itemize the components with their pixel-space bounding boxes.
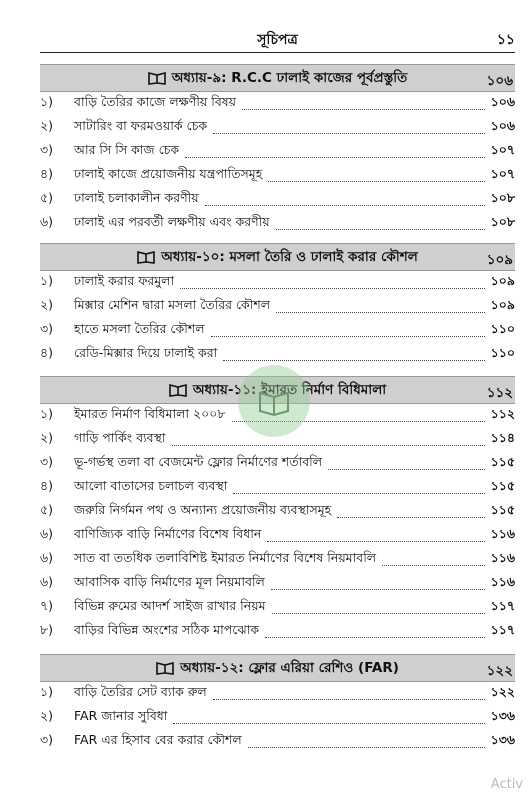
entry-number: ৫): [40, 190, 53, 205]
toc-section: [40, 64, 515, 236]
chapter-banner: [40, 243, 515, 271]
chapter-page: ১০৬: [486, 73, 513, 89]
toc-entry: [40, 319, 515, 343]
chapter-title: অধ্যায়-১০: মসলা তৈরি ও ঢালাই করার কৌশল: [161, 248, 418, 265]
book-icon: [148, 71, 166, 85]
page-title: সূচিপত্র: [257, 32, 298, 48]
entry-title: হাতে মসলা তৈরির কৌশল: [74, 321, 205, 336]
toc-section: [40, 654, 515, 754]
toc-entry: [40, 188, 515, 212]
entry-title: বাণিজ্যিক বাড়ি নির্মাণের বিশেষ বিধান: [74, 526, 262, 541]
entry-page: ১১৪: [490, 430, 515, 445]
entry-page: ১০৭: [490, 142, 515, 157]
entry-number: ১): [40, 273, 53, 288]
dot-leader: [211, 335, 485, 337]
entry-page: ১১৭: [490, 622, 515, 637]
dot-leader: [272, 612, 485, 614]
entry-page: ১১৭: [490, 598, 515, 613]
toc-entry: [40, 295, 515, 319]
entry-page: ১১৫: [490, 502, 515, 517]
entry-title: আবাসিক বাড়ি নির্মাণের মূল নিয়মাবলি: [74, 574, 265, 589]
entry-number: ২): [40, 297, 54, 312]
book-icon: [156, 661, 174, 675]
entry-title: রেডি-মিক্সার দিয়ে ঢালাই করা: [74, 345, 218, 360]
toc-entry: [40, 706, 515, 730]
toc-entry: [40, 271, 515, 295]
entry-title: জরুরি নির্গমন পথ ও অন্যান্য প্রয়োজনীয় ব্যবস্থাসমূহ: [74, 502, 332, 517]
entry-title: সাত বা ততধিক তলাবিশিষ্ট ইমারত নির্মাণের বিশেষ নিয়মাবলি: [74, 550, 377, 565]
entry-title: ঢালাই কাজে প্রয়োজনীয় যন্ত্রপাতিসমূহ: [74, 166, 263, 181]
entry-title: ইমারত নির্মাণ বিধিমালা ২০০৮: [74, 406, 226, 421]
dot-leader: [328, 468, 485, 470]
dot-leader: [242, 108, 485, 110]
entry-page: ১৩৬: [490, 708, 515, 723]
toc-entry: [40, 682, 515, 706]
book-seal-icon: [254, 381, 294, 421]
entry-title: বাড়ি তৈরির কাজে লক্ষণীয় বিষয়: [74, 94, 237, 109]
entry-page: ১১০: [490, 345, 515, 360]
entry-number: ৩): [40, 142, 54, 157]
dot-leader: [337, 516, 484, 518]
header-rule: [40, 52, 515, 53]
toc-entry: [40, 500, 515, 524]
entry-title: আর সি সি কাজ চেক: [74, 142, 180, 157]
entry-page: ১২২: [490, 684, 515, 699]
entry-title: ভূ-গর্ভস্থ তলা বা বেজমেন্ট ফ্লোর নির্মাণের শর্তাবলি: [74, 454, 323, 469]
dot-leader: [180, 287, 485, 289]
book-icon: [169, 383, 187, 397]
entry-page: ১০৮: [490, 214, 515, 229]
toc-entry: [40, 343, 515, 367]
dot-leader: [233, 492, 484, 494]
activation-watermark: Activ: [490, 777, 523, 792]
toc-entry: [40, 476, 515, 500]
entry-number: ২): [40, 118, 54, 133]
toc-entry: [40, 212, 515, 236]
entry-number: ১): [40, 94, 53, 109]
toc-entry: [40, 572, 515, 596]
toc-entry: [40, 730, 515, 754]
entry-title: সাটারিং বা ফরমওয়ার্ক চেক: [74, 118, 208, 133]
entry-number: ৬): [40, 526, 54, 541]
entry-number: ৪): [40, 345, 53, 360]
dot-leader: [173, 722, 484, 724]
entry-title: FAR জানার সুবিধা: [74, 708, 168, 723]
entry-page: ১০৭: [490, 166, 515, 181]
toc-entry: [40, 620, 515, 644]
entry-title: ঢালাই করার ফরমুলা: [74, 273, 175, 288]
chapter-heading: [148, 67, 408, 90]
chapter-page: ১০৯: [486, 252, 513, 268]
chapter-page: ১২২: [486, 663, 513, 679]
dot-leader: [276, 228, 485, 230]
entry-number: ৬): [40, 550, 54, 565]
watermark-seal: [238, 365, 310, 437]
toc-entry: [40, 116, 515, 140]
entry-page: ১১৫: [490, 478, 515, 493]
book-icon: [137, 250, 155, 264]
entry-number: ১): [40, 684, 53, 699]
entry-title: FAR এর হিসাব বের করার কৌশল: [74, 732, 242, 747]
entry-number: ১): [40, 406, 53, 421]
entry-page: ১০৯: [490, 273, 515, 288]
dot-leader: [265, 636, 485, 638]
entry-page: ১০৮: [490, 190, 515, 205]
entry-title: মিক্সার মেশিন দ্বারা মসলা তৈরির কৌশল: [74, 297, 271, 312]
dot-leader: [223, 359, 484, 361]
entry-number: ৪): [40, 166, 53, 181]
dot-leader: [248, 746, 485, 748]
entry-number: ৩): [40, 321, 54, 336]
toc-entry: [40, 164, 515, 188]
chapter-heading: [137, 246, 418, 269]
toc-entry: [40, 548, 515, 572]
dot-leader: [271, 588, 485, 590]
entry-page: ১৩৬: [490, 732, 515, 747]
entry-page: ১১৫: [490, 454, 515, 469]
entry-number: ৩): [40, 732, 54, 747]
entry-number: ২): [40, 430, 54, 445]
entry-page: ১১৬: [490, 574, 515, 589]
page-number: ১১: [496, 32, 515, 48]
chapter-title: অধ্যায়-১২: ফ্লোর এরিয়া রেশিও (FAR): [180, 659, 399, 676]
entry-number: ৭): [40, 598, 54, 613]
chapter-banner: [40, 654, 515, 682]
entry-page: ১১৬: [490, 550, 515, 565]
entry-page: ১১২: [490, 406, 515, 421]
toc-entry: [40, 452, 515, 476]
entry-number: ৫): [40, 502, 53, 517]
entry-title: বাড়ি তৈরির সেট ব্যাক রুল: [74, 684, 207, 699]
entry-number: ৬): [40, 574, 54, 589]
chapter-title: অধ্যায়-১১: ইমারত নির্মাণ বিধিমালা: [192, 381, 387, 398]
toc-entry: [40, 524, 515, 548]
entry-page: ১০৬: [490, 94, 515, 109]
dot-leader: [185, 156, 484, 158]
dot-leader: [276, 311, 485, 313]
dot-leader: [172, 444, 485, 446]
dot-leader: [205, 204, 485, 206]
entry-title: গাড়ি পার্কিং ব্যবস্থা: [74, 430, 166, 445]
dot-leader: [382, 564, 485, 566]
entry-page: ১০৯: [490, 297, 515, 312]
entry-title: বাড়ির বিভিন্ন অংশের সঠিক মাপঝোক: [74, 622, 260, 637]
toc-entry: [40, 140, 515, 164]
toc-section: [40, 243, 515, 367]
chapter-banner: [40, 64, 515, 92]
chapter-heading: [156, 657, 399, 680]
dot-leader: [213, 132, 485, 134]
dot-leader: [268, 180, 484, 182]
entry-page: ১০৬: [490, 118, 515, 133]
entry-title: আলো বাতাসের চলাচল ব্যবস্থা: [74, 478, 228, 493]
page-header: [40, 28, 515, 50]
toc-entry: [40, 92, 515, 116]
entry-number: ৪): [40, 478, 53, 493]
entry-number: ৩): [40, 454, 54, 469]
dot-leader: [267, 540, 484, 542]
entry-number: ৬): [40, 214, 54, 229]
entry-title: ঢালাই চলাকালীন করণীয়: [74, 190, 199, 205]
chapter-page: ১১২: [486, 385, 513, 401]
entry-page: ১১০: [490, 321, 515, 336]
entry-page: ১১৬: [490, 526, 515, 541]
entry-title: বিভিন্ন রুমের আদর্শ সাইজ রাখার নিয়ম: [74, 598, 266, 613]
entry-number: ২): [40, 708, 54, 723]
chapter-title: অধ্যায়-৯: R.C.C ঢালাই কাজের পূর্বপ্রস্তুতি: [171, 69, 408, 86]
dot-leader: [213, 698, 485, 700]
entry-number: ৮): [40, 622, 53, 637]
entry-title: ঢালাই এর পরবর্তী লক্ষণীয় এবং করণীয়: [74, 214, 270, 229]
toc-entry: [40, 596, 515, 620]
